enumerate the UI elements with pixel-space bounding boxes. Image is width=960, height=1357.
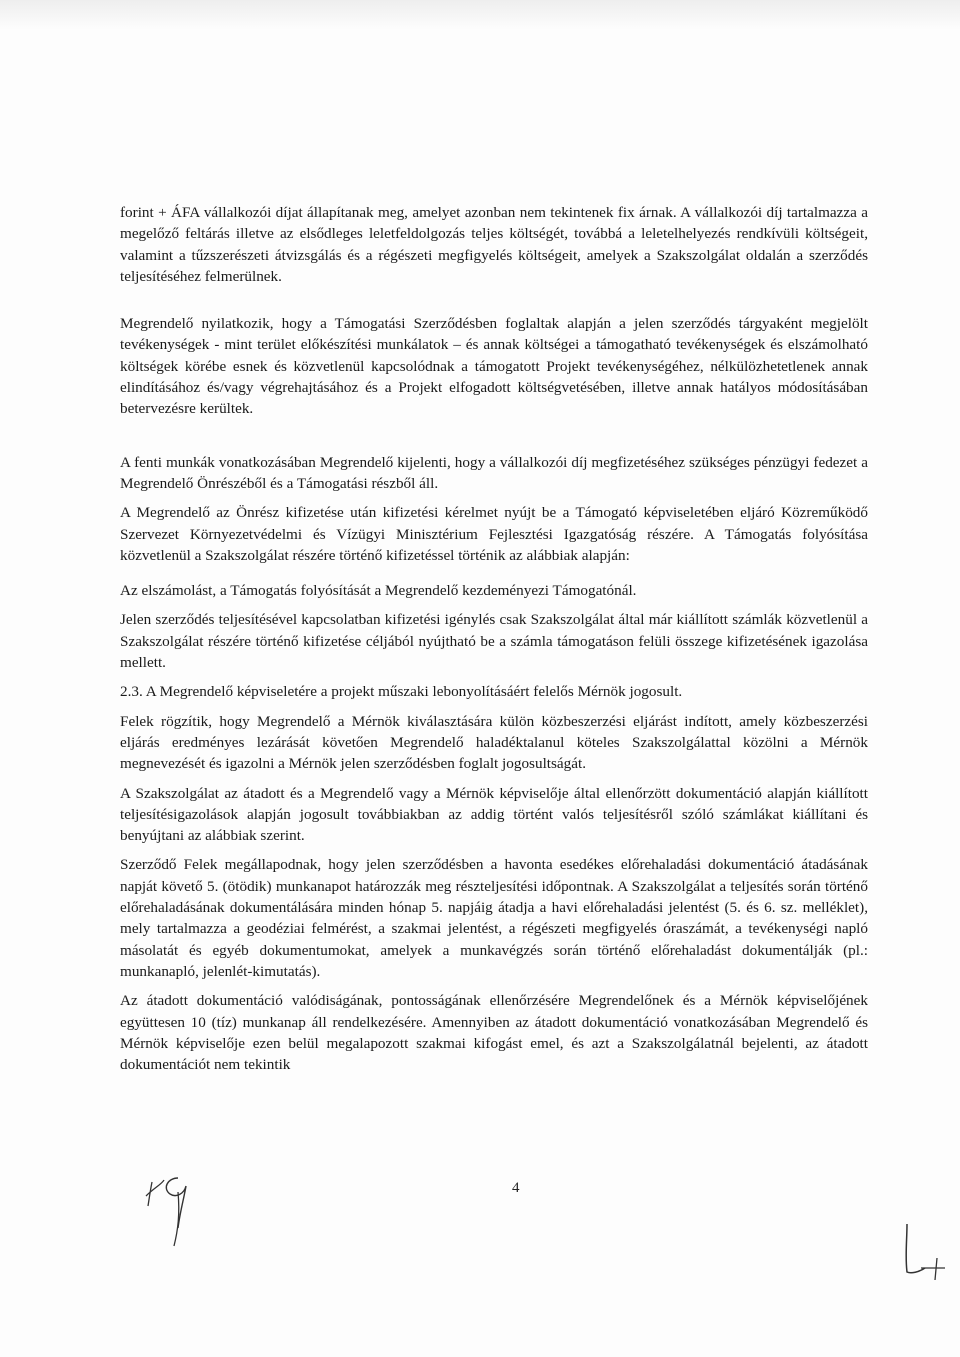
document-body (120, 202, 868, 1075)
paragraph-invoice-claims: Jelen szerződés teljesítésével kapcsolatban kifizetési igénylés csak Szakszolgálat által már kiállított számlák közvetlenül a Szakszolgálat részére történő kifizetése céljából nyújtható be a számla támogatáson felüli összege kifizetésének igazolása mellett. (120, 611, 868, 672)
paragraph-partial-performance: Szerződő Felek megállapodnak, hogy jelen szerződésben a havonta esedékes előrehaladási dokumentáció átadásának napját követő 5. (ötödik) munkanapot határozzák meg részteljesítési időpontnak. A Szakszolgálat a teljesítés során történő előrehaladásának dokumentálására minden hónap 5. napjáig átadja a havi előrehaladási jelentést (5. és 6. sz. melléklet), mely tartalmazza a geodéziai felmérést, a szakmai jelentést, a régészeti megfigyelés óraszámát, a tevékenységi napló másolatát és egyéb dokumentumokat, amelyek a munkavégzés során történő előrehaladást dokumentálják (pl.: munkanapló, jelenlét-kimutatás). (120, 856, 868, 980)
handwritten-initials-right (893, 1222, 953, 1282)
paragraph-fee-contents: forint + ÁFA vállalkozói díjat állapítanak meg, amelyet azonban nem tekintenek fix árnak. A vállalkozói díj tartalmazza a megelőző feltárás illetve az elsődleges leletfeldolgozás teljes költségét, továbbá a leletelhelyezés rendkívüli költségeit, valamint a tűzszerészeti átvizsgálás és a régészeti megfigyelés költségeit, amelyek a Szakszolgálat oldalán a szerződés teljesítéséhez felmerülnek. (120, 204, 868, 285)
handwritten-initials-left (140, 1168, 200, 1248)
paragraph-client-declaration: Megrendelő nyilatkozik, hogy a Támogatási Szerződésben foglaltak alapján a jelen szerződés tárgyaként megjelölt tevékenységek - mint terület előkészítési munkálatok – és annak költségei a támogatható tevékenységek és elszámolható költségek körébe esnek és közvetlenül kapcsolódnak a támogatott Projekt tevékenységéhez, nélkülözhetetlenek annak elindításához és/vagy végrehajtásához és a Projekt elfogadott költségvetésében, illetve annak hatályos módosításában betervezésre kerültek. (120, 315, 868, 418)
paragraph-engineer-selection: Felek rögzítik, hogy Megrendelő a Mérnök kiválasztására külön közbeszerzési eljárást indított, amely közbeszerzési eljárás eredményes lezárását követően Megrendelő haladéktalanul köteles Szakszolgálattal közölni a Mérnök megnevezését és igazolni a Mérnök jelen szerződésben foglalt jogosultságát. (120, 712, 868, 773)
paragraph-settlement: Az elszámolást, a Támogatás folyósítását a Megrendelő kezdeményezi Támogatónál. (120, 582, 637, 600)
paragraph-financing: A fenti munkák vonatkozásában Megrendelő kijelenti, hogy a vállalkozói díj megfizetéséhez szükséges pénzügyi fedezet a Megrendelő Önrészéből és a Támogatási részből áll. (120, 453, 868, 492)
scan-edge-shadow (0, 0, 960, 30)
page-number: 4 (512, 1180, 520, 1196)
paragraph-documentation-review: Az átadott dokumentáció valódiságának, pontosságának ellenőrzésére Megrendelőnek és a Mérnök képviselőjének együttesen 10 (tíz) munkanap áll rendelkezésére. Amennyiben az átadott dokumentáció vonatkozásában Megrendelő és Mérnök képviselője ezen belül megalapozott szakmai kifogást emel, és azt a Szakszolgálatnál bejelenti, az átadott dokumentációt nem tekintik (120, 992, 868, 1074)
paragraph-section-2-3: 2.3. A Megrendelő képviseletére a projekt műszaki lebonyolításáért felelős Mérnök jogosult. (120, 683, 683, 701)
paragraph-payment-request: A Megrendelő az Önrész kifizetése után kifizetési kérelmet nyújt be a Támogató képviseletében eljáró Közreműködő Szervezet Környezetvédelmi és Vízügyi Minisztérium Fejlesztési Igazgatóság részére. A Támogatás folyósítása közvetlenül a Szakszolgálat részére történő kifizetéssel történik az alábbiak alapján: (120, 504, 868, 564)
paragraph-performance-certificates: A Szakszolgálat az átadott és a Megrendelő vagy a Mérnök képviselője által ellenőrzött dokumentáció alapján kiállított teljesítésigazolások alapján jogosult továbbiakban az addig történt valós teljesítésről szóló számlákat kiállítani és benyújtani az alábbiak szerint. (120, 784, 868, 845)
